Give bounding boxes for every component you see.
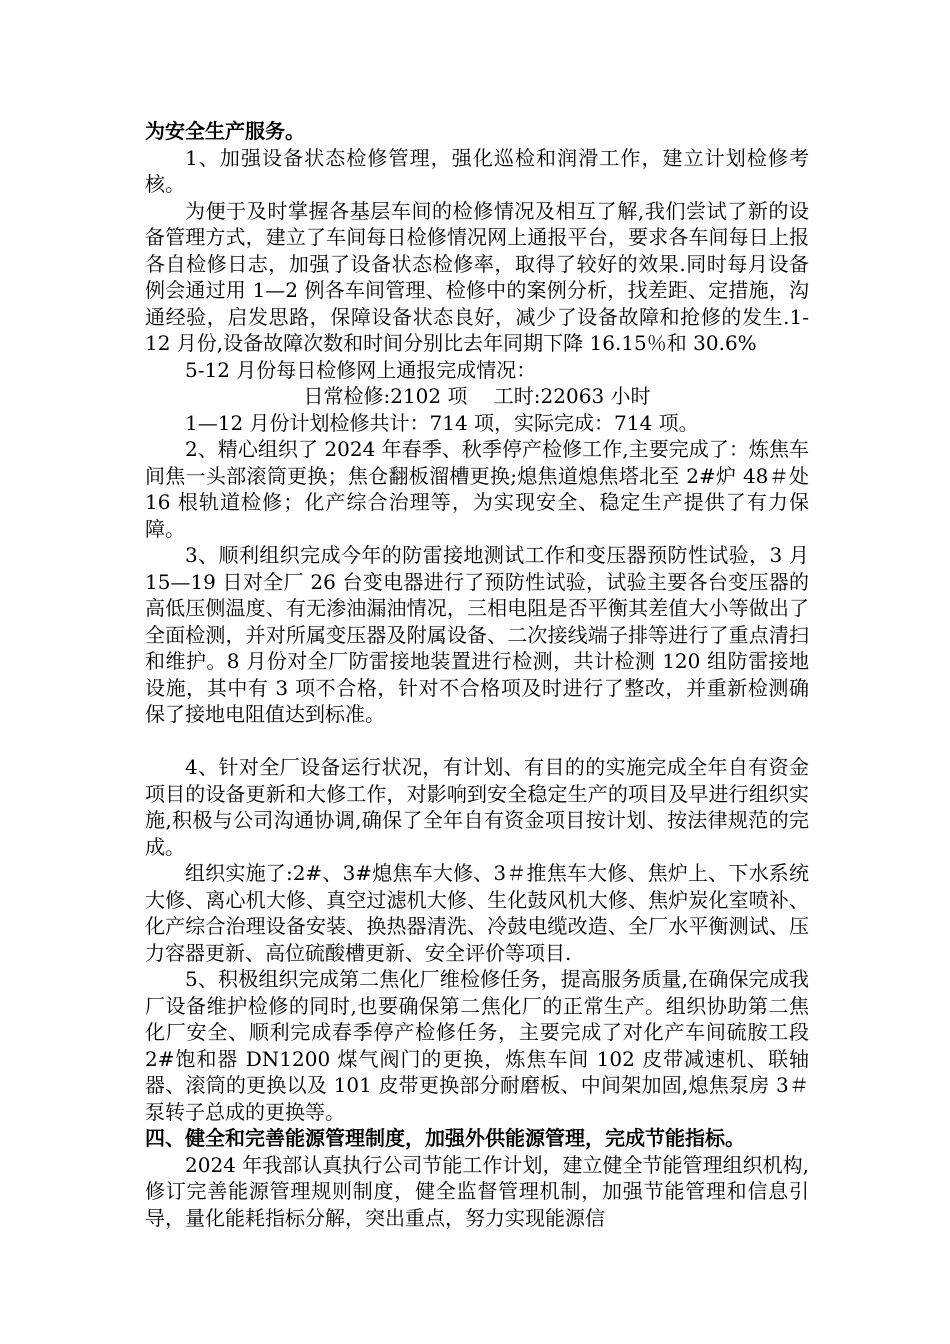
item5-paragraph: 5、积极组织完成第二焦化厂维检修任务，提高服务质量,在确保完成我厂设备维护检修的同时,也要确保第二焦化厂的正常生产。组织协助第二焦化厂安全、顺利完成春季停产检修任务，主要完成了对化产车间硫胺工段 2#饱和器 DN1200 煤气阀门的更换，炼焦车间 102 皮带减速机、联轴器、滚筒的更换以及 101 皮带更换部分耐磨板、中间架加固,熄焦泵房 3＃泵转子总成的更换等。 (145, 967, 809, 1124)
item1-report-label: 5-12 月份每日检修网上通报完成情况： (185, 357, 537, 382)
service-heading: 为安全生产服务。 (145, 119, 305, 143)
section4-heading: 四、健全和完善能源管理制度，加强外供能源管理，完成节能指标。 (145, 1126, 745, 1150)
item1-plan-stats: 1—12 月份计划检修共计：714 项，实际完成：714 项。 (185, 410, 699, 435)
item4-projects: 组织实施了:2#、3#熄焦车大修、3＃推焦车大修、焦炉上、下水系统大修、离心机大修、真空过滤机大修、生化鼓风机大修、焦炉炭化室喷补、化产综合治理设备安装、换热器清洗、冷鼓电缆改造、全厂水平衡测试、压力容器更新、高位硫酸槽更新、安全评价等项目. (145, 861, 809, 965)
document-page (145, 118, 809, 1231)
section4-body: 2024 年我部认真执行公司节能工作计划，建立健全节能管理组织机构,修订完善能源管理规则制度，健全监督管理机制，加强节能管理和信息引导，量化能耗指标分解，突出重点，努力实现能源信 (145, 1152, 809, 1230)
item1-title: 1、加强设备状态检修管理，强化巡检和润滑工作，建立计划检修考核。 (145, 145, 809, 196)
item1-body: 为便于及时掌握各基层车间的检修情况及相互了解,我们尝试了新的设备管理方式，建立了车间每日检修情况网上通报平台，要求各车间每日上报各自检修日志，加强了设备状态检修率，取得了较好的效果.同时每月设备例会通过用 1—2 例各车间管理、检修中的案例分析，找差距、定措施，沟通经验，启发思路，保障设备状态良好，减少了设备故障和抢修的发生.1-12 月份,设备故障次数和时间分别比去年同期下降 16.15％和 30.6% (145, 198, 809, 355)
item4-paragraph: 4、针对全厂设备运行状况，有计划、有目的的实施完成全年自有资金项目的设备更新和大修工作，对影响到安全稳定生产的项目及早进行组织实施,积极与公司沟通协调,确保了全年自有资金项目按计划、按法律规范的完成。 (145, 755, 809, 859)
item3-paragraph: 3、顺利组织完成今年的防雷接地测试工作和变压器预防性试验，3 月 15—19 日对全厂 26 台变电器进行了预防性试验，试验主要各台变压器的高低压侧温度、有无渗油漏油情况，三相电阻是否平衡其差值大小等做出了全面检测，并对所属变压器及附属设备、二次接线端子排等进行了重点清扫和维护。8 月份对全厂防雷接地装置进行检测，共计检测 120 组防雷接地设施，其中有 3 项不合格，针对不合格项及时进行了整改，并重新检测确保了接地电阻值达到标准。 (145, 543, 809, 726)
blank-line (145, 728, 809, 755)
item2-paragraph: 2、精心组织了 2024 年春季、秋季停产检修工作,主要完成了：炼焦车间焦一头部滚筒更换；焦仓翻板溜槽更换;熄焦道熄焦塔北至 2#炉 48＃处 16 根轨道检修；化产综合治理等，为实现安全、稳定生产提供了有力保障。 (145, 437, 809, 541)
item1-daily-stats: 日常检修:2102 项 工时:22063 小时 (303, 384, 651, 408)
